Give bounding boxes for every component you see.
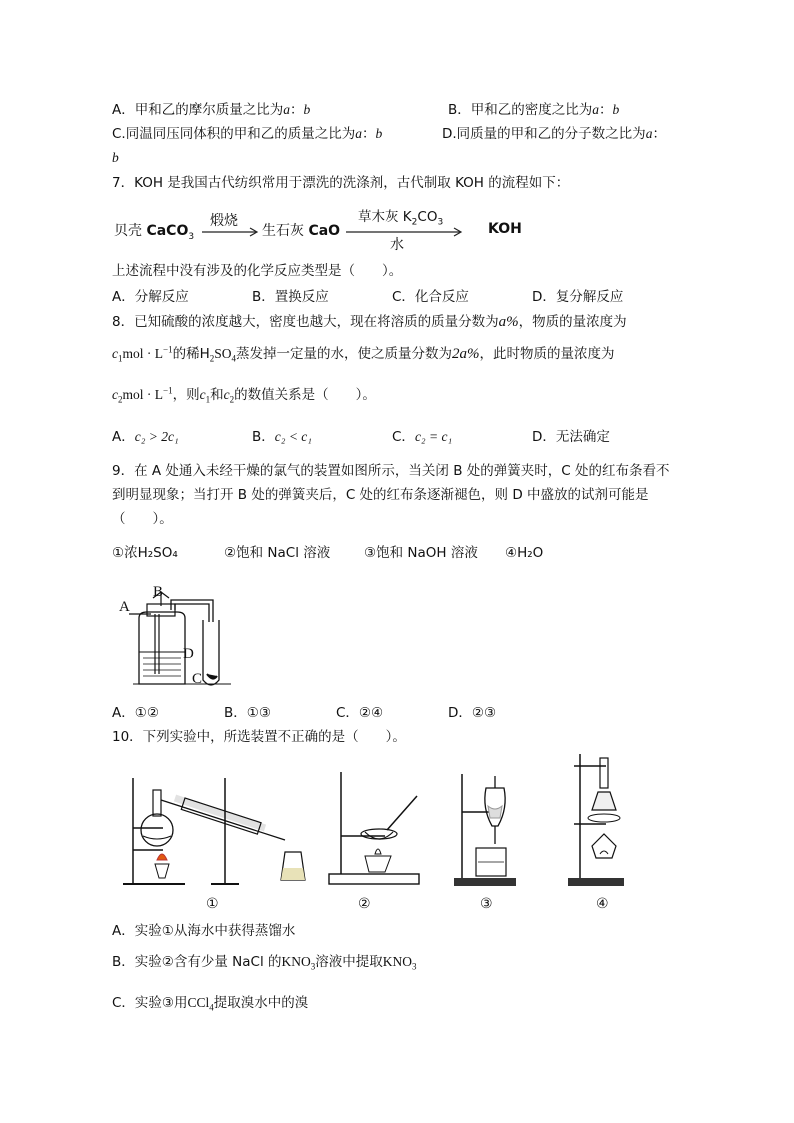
q6-option-c: C.同温同压同体积的甲和乙的质量之比为a：b bbox=[112, 126, 383, 142]
q8-option-d: D．无法确定 bbox=[532, 429, 610, 445]
q9-reagent-1: ①浓H₂SO₄ bbox=[112, 545, 178, 561]
q9-option-d: D．②③ bbox=[448, 705, 497, 721]
q6-option-b: B．甲和乙的密度之比为a：b bbox=[448, 102, 620, 118]
distillation-apparatus bbox=[115, 768, 315, 888]
q7-stem: 7．KOH 是我国古代纺织常用于漂洗的洗涤剂，古代制取 KOH 的流程如下： bbox=[112, 175, 570, 191]
flow-end: KOH bbox=[488, 221, 522, 237]
evaporation-apparatus bbox=[325, 768, 425, 888]
q9-option-b: B．①③ bbox=[224, 705, 271, 721]
q9-reagent-2: ②饱和 NaCl 溶液 bbox=[224, 545, 331, 561]
q7-option-d: D．复分解反应 bbox=[532, 289, 624, 305]
q8-line1: 8．已知硫酸的浓度越大，密度也越大，现在将溶质的质量分数为a%，物质的量浓度为 bbox=[112, 314, 627, 330]
q9-line3: （ ）。 bbox=[112, 511, 173, 527]
flow-arrow2-bottom: 水 bbox=[390, 237, 404, 253]
q7-option-c: C．化合反应 bbox=[392, 289, 469, 305]
q10-option-b: B．实验②含有少量 NaCl 的$KNO_3$溶液中提取$KNO_3$ bbox=[112, 954, 417, 972]
q8-option-c: C．c₂ = c₁ bbox=[392, 429, 453, 445]
q9-line1: 9．在 A 处通入未经干燥的氯气的装置如图所示，当关闭 B 处的弹簧夹时，C 处的红布条看不 bbox=[112, 463, 670, 479]
q9-line2: 到明显现象；当打开 B 处的弹簧夹后，C 处的红布条逐渐褪色，则 D 中盛放的试剂可能是 bbox=[112, 487, 649, 503]
q8-line3: $c_2mol \cdot L^{-1}$，则$c_1$和$c_2$的数值关系是（ ）。 bbox=[112, 385, 376, 405]
q6-option-a: A．甲和乙的摩尔质量之比为a：b bbox=[112, 102, 311, 118]
gas-washing-bottle-diagram bbox=[115, 582, 235, 692]
flow-arrow2 bbox=[346, 227, 466, 237]
q7-question: 上述流程中没有涉及的化学反应类型是（ ）。 bbox=[112, 263, 403, 279]
q8-line2: $c_1mol \cdot L^{-1}$的稀$H_2SO_4$蒸发掉一定量的水，使之质量分数为2a%，此时物质的量浓度为 bbox=[112, 344, 615, 364]
q10-stem: 10．下列实验中，所选装置不正确的是（ ）。 bbox=[112, 729, 406, 745]
separatory-funnel-apparatus bbox=[452, 768, 532, 888]
label-c: C bbox=[192, 671, 203, 687]
flow-mid: 生石灰 CaO bbox=[262, 223, 341, 239]
figure-caption-4: ④ bbox=[596, 896, 609, 912]
flow-arrow1-label: 煅烧 bbox=[210, 213, 238, 229]
label-a: A bbox=[119, 599, 130, 615]
q6-option-d: D.同质量的甲和乙的分子数之比为a： bbox=[442, 126, 666, 142]
q9-reagent-3: ③饱和 NaOH 溶液 bbox=[364, 545, 478, 561]
q6-option-d-wrap: b bbox=[112, 150, 119, 165]
flow-start: 贝壳 CaCO$_3$ bbox=[114, 223, 195, 242]
q10-option-c: C．实验③用CCl$_4$提取溴水中的溴 bbox=[112, 995, 309, 1013]
figure-caption-1: ① bbox=[206, 896, 219, 912]
q8-option-a: A．c₂ > 2c₁ bbox=[112, 429, 179, 445]
label-d: D bbox=[183, 646, 194, 662]
q8-option-b: B．c₂ < c₁ bbox=[252, 429, 312, 445]
q9-option-c: C．②④ bbox=[336, 705, 384, 721]
figure-caption-3: ③ bbox=[480, 896, 493, 912]
q7-option-a: A．分解反应 bbox=[112, 289, 189, 305]
q9-reagent-4: ④H₂O bbox=[505, 545, 544, 561]
label-b: B bbox=[153, 584, 164, 600]
figure-caption-2: ② bbox=[358, 896, 371, 912]
q9-option-a: A．①② bbox=[112, 705, 159, 721]
flow-arrow2-top: 草木灰 $K_2CO_3$ bbox=[358, 209, 444, 228]
sublimation-apparatus bbox=[562, 748, 642, 888]
flow-arrow1 bbox=[202, 227, 262, 237]
q10-option-a: A．实验①从海水中获得蒸馏水 bbox=[112, 923, 296, 939]
q7-option-b: B．置换反应 bbox=[252, 289, 329, 305]
